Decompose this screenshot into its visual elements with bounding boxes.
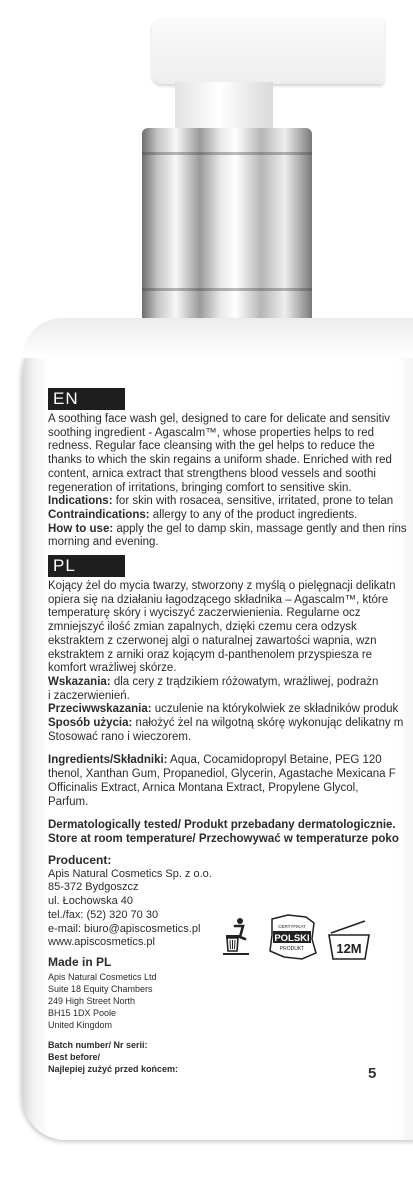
storage-notes: Dermatologically tested/ Produkt przebadany dermatologicznie. Store at room temperature/ Przechowywać w temperaturze poko [48, 819, 399, 845]
waste-bin-icon [223, 917, 251, 955]
uk-address: Apis Natural Cosmetics Ltd Suite 18 Equity Chambers 249 High Street North BH15 1DX Poole United Kingdom [48, 971, 157, 1030]
page-number: 5 [368, 1065, 377, 1082]
batch-info: Batch number/ Nr serii: Best before/ Najlepiej zużyć przed końcem: [48, 1039, 179, 1074]
lang-tag-pl: PL [48, 555, 125, 577]
producer-block: Producent: Apis Natural Cosmetics Sp. z o.o. 85-372 Bydgoszcz ul. Łochowska 40 tel./fax: (52) 320 70 30 e-mail: biuro@apiscosmetics.pl www.apiscosmetics.pl Made in PL Apis Natural Cosmetics Ltd Suite 18 Equity Chambers 249 High Street North BH15 1DX Poole United Kingdom Batch number/ Nr serii: Best before/ Najlepiej zużyć przed końcem: [48, 852, 413, 1075]
contraindications-en: Contraindications: allergy to any of the product ingredients. [48, 508, 358, 521]
svg-text:PRODUKT: PRODUKT [279, 946, 305, 952]
przeciwwskazania-pl: Przeciwwskazania: uczulenie na którykolwiek ze składników produk [48, 703, 399, 716]
producer-label: Producent: [48, 852, 112, 867]
pump-collar [142, 128, 312, 340]
made-in: Made in PL [48, 954, 112, 969]
pump-head [152, 18, 384, 84]
lang-tag-en: EN [48, 388, 125, 410]
description-en: A soothing face wash gel, designed to care for delicate and sensitiv soothing ingredient - Agascalm™, whose properties helps to red redness. Regular face cleansing with the gel helps to reduce the thanks to which the skin regains a uniform shade. Enriched with red content, arnica extract that strengthens blood vessels and soothi regeneration of irritations, bringing comfort to sensitive skin. Indications: for skin with rosacea, sensitive, irritated, prone to telan Contraindications: allergy to any of the product ingredients. How to use: apply the gel to damp skin, massage gently and then rins morning and evening. [48, 413, 413, 550]
svg-text:CERTYFIKAT: CERTYFIKAT [278, 924, 306, 929]
how-to-use-en: How to use: apply the gel to damp skin, massage gently and then rins [48, 522, 407, 535]
svg-text:POLSKI: POLSKI [274, 933, 310, 944]
indications-en: Indications: for skin with rosacea, sensitive, irritated, prone to telan [48, 495, 394, 508]
pump-neck [175, 82, 273, 130]
wskazania-pl: Wskazania: dla cery z trądzikiem różowatym, wrażliwej, podrażn [48, 675, 379, 688]
symbol-icons [223, 913, 373, 973]
ingredients: Ingredients/Składniki: Aqua, Cocamidopropyl Betaine, PEG 120 thenol, Xanthan Gum, Propanediol, Glycerin, Agastache Mexicana F Officinalis Extract, Arnica Montana Extract, Propylene Glycol, Parfum. [48, 754, 396, 808]
pao-12m-icon [325, 915, 373, 963]
sposob-uzycia-pl: Sposób użycia: nałożyć żel na wilgotną skórę wykonując delikatny m [48, 717, 404, 730]
svg-text:12M: 12M [336, 941, 362, 956]
description-pl: Kojący żel do mycia twarzy, stworzony z myślą o pielęgnacji delikatn opiera się na działaniu łagodzącego składnika – Agascalm™, które temperaturę skóry i wyciszyć zaczerwienienia. Regularne ocz zmniejszyć ilość zmian zapalnych, dzięki czemu cera odzysk ekstraktem z czerwonej algi o naturalnej zawartości wapnia, wzn ekstraktem z arniki oraz kojącym d-panthenolem przyspiesza re komfort wrażliwej skórze. Wskazania: dla cery z trądzikiem różowatym, wrażliwej, podrażn i zaczerwienień. Przeciwwskazania: uczulenie na którykolwiek ze składników produk Sposób użycia: nałożyć żel na wilgotną skórę wykonując delikatny m Stosować rano i wieczorem. [48, 580, 413, 744]
polski-produkt-icon [266, 913, 318, 961]
bottle-shoulder [22, 318, 413, 358]
